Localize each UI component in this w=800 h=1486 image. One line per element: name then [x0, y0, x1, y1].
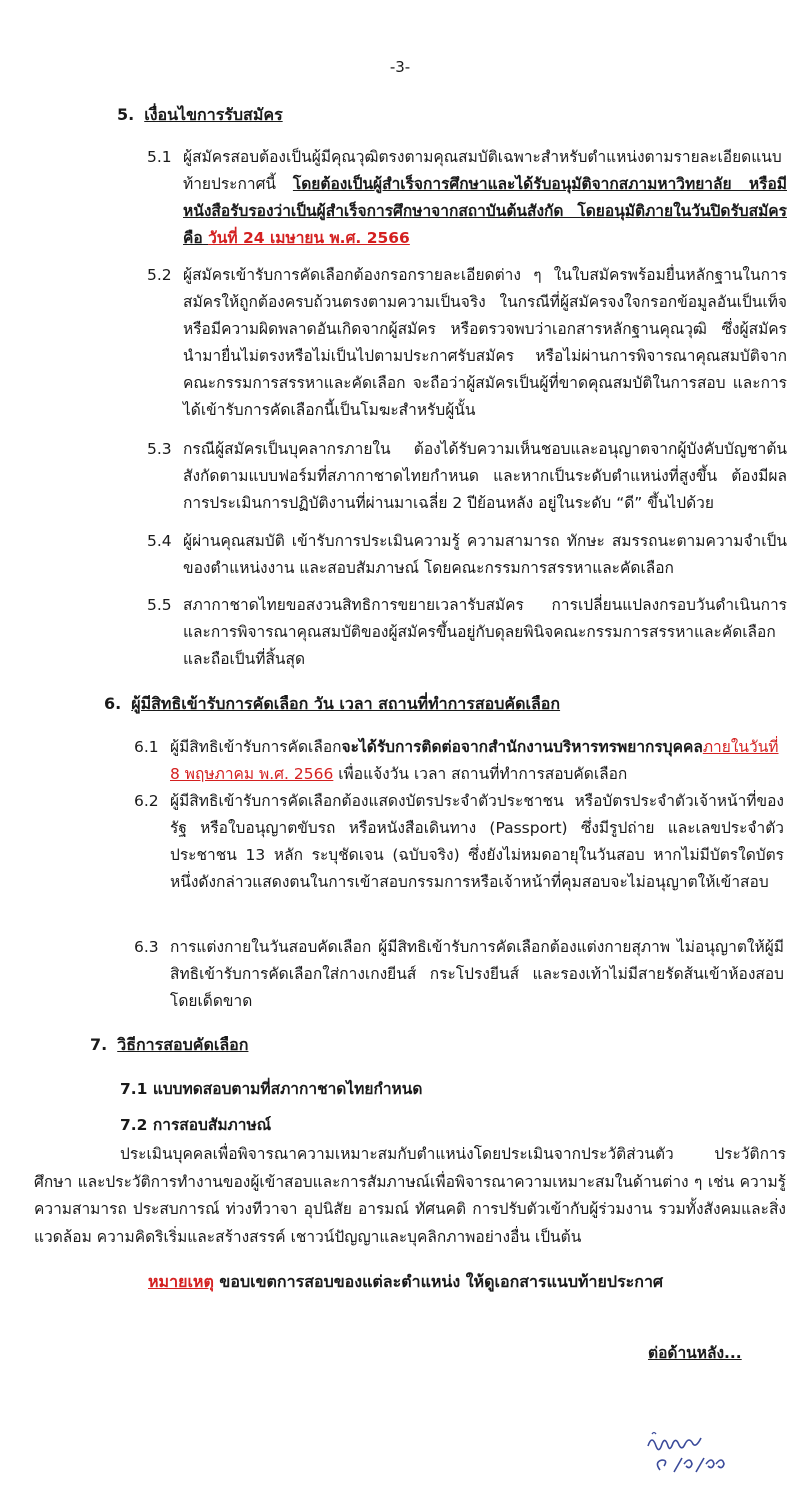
item-text-tail: เพื่อแจ้งวัน เวลา สถานที่ทำการสอบคัดเลือก — [333, 765, 628, 783]
list-item-5-3 — [147, 436, 787, 517]
subsection-7-2: 7.2 การสอบสัมภาษณ์ — [120, 1116, 272, 1134]
item-text: สภากาชาดไทยขอสงวนสิทธิการขยายเวลารับสมัคร การเปลี่ยนแปลงกรอบวันดำเนินการและการพิจารณาคุณสมบัติของผู้สมัครขึ้นอยู่กับดุลยพินิจคณะกรรมการสรรหาและคัดเลือกและถือเป็นที่สิ้นสุด — [183, 596, 787, 668]
section-title-text: วิธีการสอบคัดเลือก — [117, 1035, 249, 1054]
item-number: 5.2 — [147, 266, 172, 284]
list-item-5-2 — [147, 262, 787, 424]
page-number: -3- — [389, 58, 411, 76]
list-item-6-3 — [134, 934, 784, 1015]
item-text-emphasis: จะได้รับการติดต่อจากสำนักงานบริหารทรพยากรบุคคล — [341, 738, 703, 756]
note — [148, 1270, 663, 1295]
item-text: ผู้มีสิทธิเข้ารับการคัดเลือก — [170, 738, 342, 756]
item-text-emphasis: โดยต้องเป็นผู้สำเร็จการศึกษาและได้รับอนุมัติจากสภามหาวิทยาลัย หรือมีหนังสือรับรองว่าเป็นผู้สำเร็จการศึกษาจากสถาบันต้นสังกัด โดยอนุมัติภายในวันปิดรับสมัคร คือ — [183, 175, 787, 247]
subsection-7-1: 7.1 แบบทดสอบตามที่สภากาชาดไทยกำหนด — [120, 1080, 423, 1098]
note-label: หมายเหตุ — [148, 1272, 214, 1291]
section-title-text: เงื่อนไขการรับสมัคร — [144, 105, 283, 124]
continue-label: ต่อด้านหลัง... — [648, 1344, 742, 1362]
item-text: ผู้มีสิทธิเข้ารับการคัดเลือกต้องแสดงบัตรประจำตัวประชาชน หรือบัตรประจำตัวเจ้าหน้าที่ของรัฐ หรือใบอนุญาตขับรถ หรือหนังสือเดินทาง (Passport) ซึ่งมีรูปถ่าย และเลขประจำตัวประชาชน 13 หลัก ระบุชัดเจน (ฉบับจริง) ซึ่งยังไม่หมดอายุในวันสอบ หากไม่มีบัตรใดบัตรหนึ่งดังกล่าวแสดงตนในการเข้าสอบกรรมการหรือเจ้าหน้าที่คุมสอบจะไม่อนุญาตให้เข้าสอบ — [170, 792, 784, 891]
item-text: ผู้สมัครเข้ารับการคัดเลือกต้องกรอกรายละเอียดต่าง ๆ ในใบสมัครพร้อมยื่นหลักฐานในการสมัครให้ถูกต้องครบถ้วนตรงตามความเป็นจริง ในกรณีที่ผู้สมัครจงใจกรอกข้อมูลอันเป็นเท็จหรือมีความผิดพลาดอันเกิดจากผู้สมัคร หรือตรวจพบว่าเอกสารหลักฐานคุณวุฒิ ซึ่งผู้สมัครนำมายื่นไม่ตรงหรือไม่เป็นไปตามประกาศรับสมัคร หรือไม่ผ่านการพิจารณาคุณสมบัติจากคณะกรรมการสรรหาและคัดเลือก จะถือว่าผู้สมัครเป็นผู้ที่ขาดคุณสมบัติในการสอบ และการได้เข้ารับการคัดเลือกนี้เป็นโมฆะสำหรับผู้นั้น — [183, 266, 787, 419]
list-item-6-1 — [134, 734, 784, 788]
item-text: กรณีผู้สมัครเป็นบุคลากรภายใน ต้องได้รับความเห็นชอบและอนุญาตจากผู้บังคับบัญชาต้นสังกัดตามแบบฟอร์มที่สภากาชาดไทยกำหนด และหากเป็นระดับตำแหน่งที่สูงขึ้น ต้องมีผลการประเมินการปฏิบัติงานที่ผ่านมาเฉลี่ย 2 ปีย้อนหลัง อยู่ในระดับ “ดี” ขึ้นไปด้วย — [183, 440, 787, 512]
item-number: 6.2 — [134, 792, 159, 810]
list-item-5-4 — [147, 528, 787, 582]
note-text: ขอบเขตการสอบของแต่ละตำแหน่ง ให้ดูเอกสารแนบท้ายประกาศ — [213, 1272, 664, 1291]
handwritten-signature — [638, 1428, 728, 1480]
section-number: 7. — [90, 1035, 108, 1054]
section-title-text: ผู้มีสิทธิเข้ารับการคัดเลือก วัน เวลา สถานที่ทำการสอบคัดเลือก — [131, 694, 561, 713]
section-5-title — [117, 103, 283, 128]
item-number: 6.1 — [134, 738, 159, 756]
list-item-6-2 — [134, 788, 784, 896]
item-date-highlight: ภายในวันที่ 8 พฤษภาคม พ.ศ. 2566 — [170, 738, 779, 783]
item-text: ผู้สมัครสอบต้องเป็นผู้มีคุณวุฒิตรงตามคุณสมบัติเฉพาะสำหรับตำแหน่งตามรายละเอียดแนบท้ายประกาศนี้ — [183, 148, 782, 193]
item-number: 6.3 — [134, 938, 159, 956]
interview-paragraph: ประเมินบุคคลเพื่อพิจารณาความเหมาะสมกับตำแหน่งโดยประเมินจากประวัติส่วนตัว ประวัติการศึกษา และประวัติการทำงานของผู้เข้าสอบและการสัมภาษณ์เพื่อพิจารณาความเหมาะสมในด้านต่าง ๆ เช่น ความรู้ความสามารถ ประสบการณ์ ท่วงทีวาจา อุปนิสัย อารมณ์ ทัศนคติ การปรับตัวเข้ากับผู้ร่วมงาน รวมทั้งสังคมและสิ่งแวดล้อม ความคิดริเริ่มและสร้างสรรค์ เชาวน์ปัญญาและบุคลิกภาพอย่างอื่น เป็นต้น — [34, 1145, 786, 1246]
item-number: 5.5 — [147, 596, 172, 614]
item-date-highlight: วันที่ 24 เมษายน พ.ศ. 2566 — [208, 229, 410, 247]
list-item-5-5 — [147, 592, 787, 673]
item-text: การแต่งกายในวันสอบคัดเลือก ผู้มีสิทธิเข้ารับการคัดเลือกต้องแต่งกายสุภาพ ไม่อนุญาตให้ผู้มีสิทธิเข้ารับการคัดเลือกใส่กางเกงยีนส์ กระโปรงยีนส์ และรองเท้าไม่มีสายรัดส้นเข้าห้องสอบโดยเด็ดขาด — [170, 938, 784, 1010]
section-number: 6. — [104, 694, 122, 713]
item-text: ผู้ผ่านคุณสมบัติ เข้ารับการประเมินความรู้ ความสามารถ ทักษะ สมรรถนะตามความจำเป็นของตำแหน่งงาน และสอบสัมภาษณ์ โดยคณะกรรมการสรรหาและคัดเลือก — [183, 532, 787, 577]
item-number: 5.1 — [147, 148, 172, 166]
item-number: 5.4 — [147, 532, 172, 550]
section-6-title — [104, 692, 560, 717]
section-7-title — [90, 1033, 248, 1058]
section-number: 5. — [117, 105, 135, 124]
list-item-5-1 — [147, 144, 787, 252]
item-number: 5.3 — [147, 440, 172, 458]
